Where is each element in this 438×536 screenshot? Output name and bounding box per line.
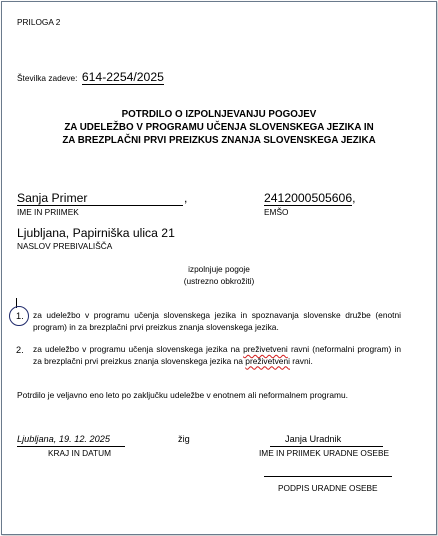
option-2-spellcheck-word-1: preživetveni <box>243 344 288 354</box>
option-2-spellcheck-word-2: preživetveni <box>245 355 290 366</box>
official-name-underline <box>270 446 383 447</box>
option-2-text-e: ravni. <box>289 355 313 366</box>
emso-value: 2412000505606 <box>264 191 353 205</box>
option-1-number: 1. <box>16 311 24 321</box>
emso-field: 2412000505606, <box>264 191 356 205</box>
official-name-label: IME IN PRIIMEK URADNE OSEBE <box>259 448 390 458</box>
place-date-value: Ljubljana, 19. 12. 2025 <box>17 434 110 444</box>
annex-label: PRILOGA 2 <box>17 17 61 27</box>
conditions-label: izpolnjuje pogoje <box>188 264 250 274</box>
validity-note: Potrdilo je veljavno eno leto po zaključku udeležbe v enotnem ali neformalnem programu. <box>17 390 349 400</box>
address-value: Ljubljana, Papirniška ulica 21 <box>17 226 175 240</box>
option-2-text <box>33 344 401 367</box>
place-date-underline <box>17 446 125 447</box>
option-1-text: za udeležbo v programu učenja slovenskega jezika in spoznavanja slovenske družbe (enotni program) in za brezplačni prvi preizkus znanja slovenskega jezika. <box>33 310 401 332</box>
place-date-label: KRAJ IN DATUM <box>48 448 111 458</box>
name-underline <box>17 205 183 206</box>
case-number <box>17 68 164 86</box>
name-value: Sanja Primer <box>17 191 88 205</box>
title-line-1: POTRDILO O IZPOLNJEVANJU POGOJEV <box>121 109 317 120</box>
signature-label: PODPIS URADNE OSEBE <box>278 483 378 493</box>
name-label: IME IN PRIIMEK <box>17 207 79 217</box>
case-number-label: Številka zadeve: <box>17 73 78 83</box>
option-2-text-c: ravni (neformalni program) in za brezplačni prvi preizkus znanja slovenskega jezika na <box>33 344 401 366</box>
title-line-2: ZA UDELEŽBO V PROGRAMU UČENJA SLOVENSKEGA JEZIKA IN <box>64 122 374 133</box>
official-name-value: Janja Uradnik <box>285 434 342 444</box>
stamp-label: žig <box>178 434 190 444</box>
case-number-value: 614-2254/2025 <box>81 70 164 84</box>
option-2-text-a: za udeležbo v programu učenja slovenskega jezika na <box>33 344 244 354</box>
conditions-note: (ustrezno obkrožiti) <box>183 276 255 286</box>
title-line-3: ZA BREZPLAČNI PRVI PREIZKUS ZNANJA SLOVENSKEGA JEZIKA <box>62 135 376 146</box>
name-comma: , <box>184 191 188 205</box>
name-field <box>17 191 183 205</box>
signature-line <box>264 476 392 477</box>
document-page <box>1 1 437 535</box>
option-2-number: 2. <box>16 345 24 355</box>
emso-label: EMŠO <box>264 207 289 217</box>
address-label: NASLOV PREBIVALIŠČA <box>17 241 113 251</box>
